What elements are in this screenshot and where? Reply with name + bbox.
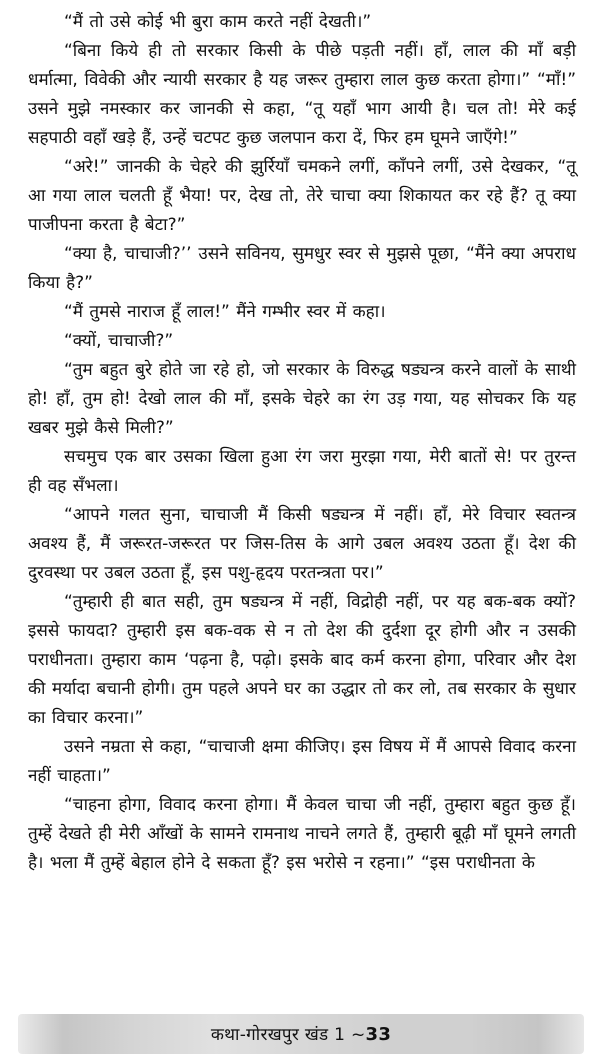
paragraph-10: “तुम्हारी ही बात सही, तुम षड्यन्त्र में नहीं, विद्रोही नहीं, पर यह बक-बक क्यों? इससे फायदा? तुम्हारी इस बक-वक से न तो देश की दुर्दशा दूर होगी और न उसकी पराधीनता। तुम्हारा काम ‘पढ़ना है, पढ़ो। इसके बाद कर्म करना होगा, परिवार और देश की मर्यादा बचानी होगी। तुम पहले अपने घर का उद्धार तो कर लो, तब सरकार के सुधार का विचार करना।” (28, 592, 576, 728)
paragraph-8: सचमुच एक बार उसका खिला हुआ रंग जरा मुरझा गया, मेरी बातों से! पर तुरन्त ही वह सँभला। (28, 447, 576, 496)
paragraph-1: “मैं तो उसे कोई भी बुरा काम करते नहीं देखती।” (64, 12, 372, 32)
paragraph-6: “क्यों, चाचाजी?” (64, 331, 174, 351)
page-footer (18, 1014, 584, 1054)
paragraph-11: उसने नम्रता से कहा, “चाचाजी क्षमा कीजिए। इस विषय में मैं आपसे विवाद करना नहीं चाहता।” (28, 737, 576, 786)
paragraph-12: “चाहना होगा, विवाद करना होगा। मैं केवल चाचा जी नहीं, तुम्हारा बहुत कुछ हूँ। तुम्हें देखते ही मेरी आँखों के सामने रामनाथ नाचने लगते हैं, तुम्हारी बूढ़ी माँ घूमने लगती है। भला मैं तुम्हें बेहाल होने दे सकता हूँ? इस भरोसे न रहना।” “इस पराधीनता के (28, 795, 576, 873)
book-title: कथा-गोरखपुर खंड 1 (210, 1025, 346, 1045)
page-body (28, 8, 576, 878)
paragraph-2: “बिना किये ही तो सरकार किसी के पीछे पड़ती नहीं। हाँ, लाल की माँ बड़ी धर्मात्मा, विवेकी और न्यायी सरकार है यह जरूर तुम्हारा लाल कुछ करता होगा।” “माँ!” उसने मुझे नमस्कार कर जानकी से कहा, “तू यहाँ भाग आयी है। चल तो! मेरे कई सहपाठी वहाँ खड़े हैं, उन्हें चटपट कुछ जलपान करा दें, फिर हम घूमने जाएँगे!” (28, 41, 576, 148)
footer-label (18, 1022, 584, 1045)
paragraph-3: “अरे!” जानकी के चेहरे की झुर्रियाँ चमकने लगीं, काँपने लगीं, उसे देखकर, “तू आ गया लाल चलती हूँ भैया! पर, देख तो, तेरे चाचा क्या शिकायत कर रहे हैं? तू क्या पाजीपना करता है बेटा?” (28, 157, 576, 235)
page-number: 33 (365, 1024, 392, 1045)
ornament-icon: ~ (350, 1025, 366, 1045)
paragraph-4: “क्या है, चाचाजी?’’ उसने सविनय, सुमधुर स्वर से मुझसे पूछा, “मैंने क्या अपराध किया है?” (28, 244, 576, 293)
paragraph-9: “आपने गलत सुना, चाचाजी मैं किसी षड्यन्त्र में नहीं। हाँ, मेरे विचार स्वतन्त्र अवश्य हैं, मैं जरूरत-जरूरत पर जिस-तिस के आगे उबल अवश्य उठता हूँ। देश की दुरवस्था पर उबल उठता हूँ, इस पशु-हृदय परतन्त्रता पर।” (28, 505, 576, 583)
paragraph-5: “मैं तुमसे नाराज हूँ लाल!” मैंने गम्भीर स्वर में कहा। (64, 302, 386, 322)
paragraph-7: “तुम बहुत बुरे होते जा रहे हो, जो सरकार के विरुद्ध षड्यन्त्र करने वालों के साथी हो! हाँ, तुम हो! देखो लाल की माँ, इसके चेहरे का रंग उड़ गया, यह सोचकर कि यह खबर मुझे कैसे मिली?” (28, 360, 576, 438)
